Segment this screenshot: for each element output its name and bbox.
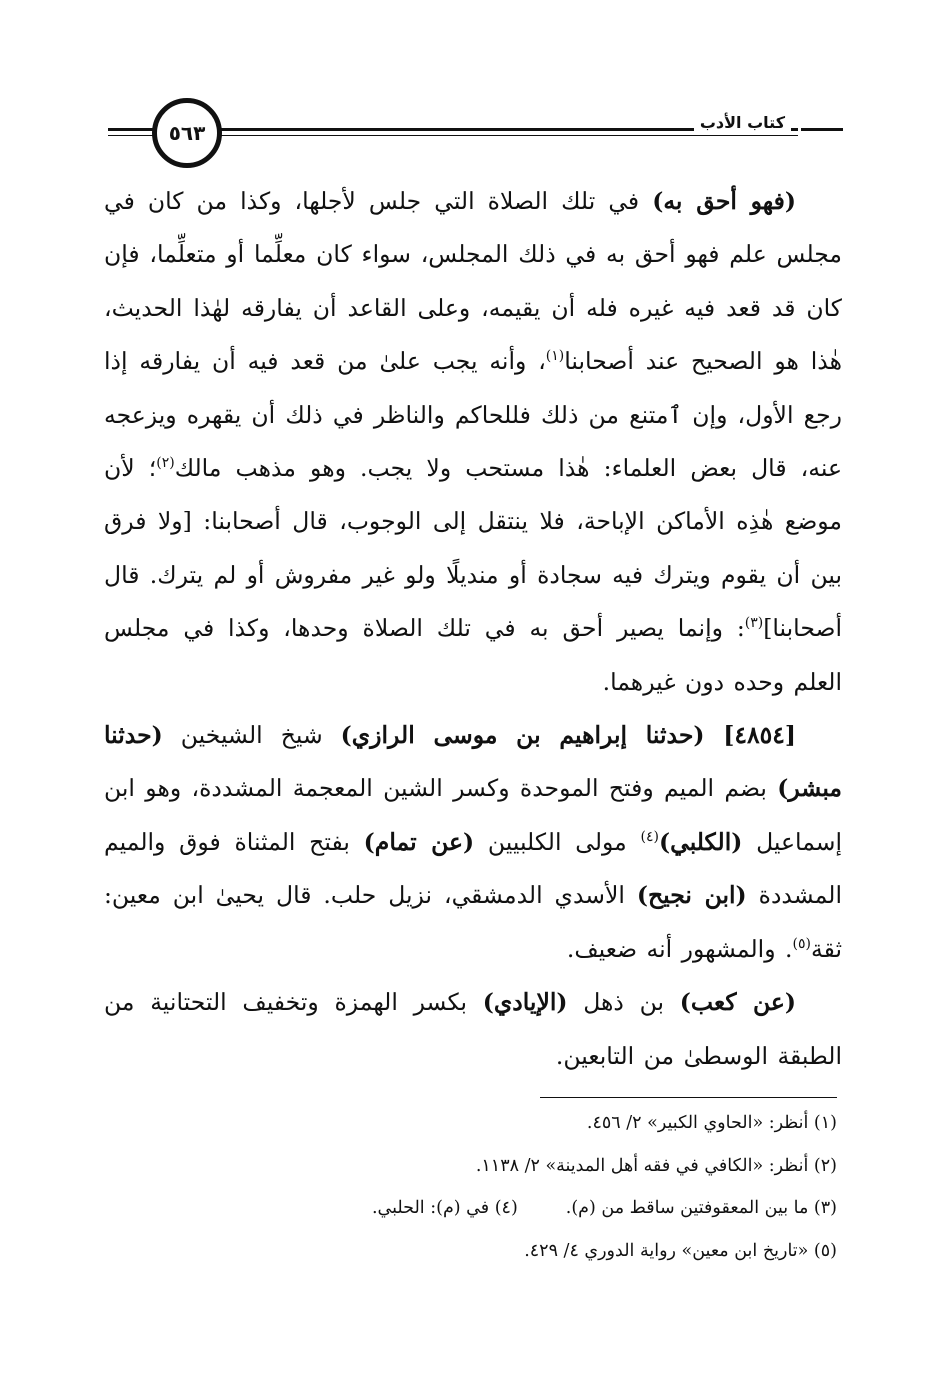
footnote-separator — [540, 1097, 837, 1098]
paragraph-2 — [104, 709, 842, 976]
text-run: شيخ الشيخين — [162, 721, 341, 750]
text-run: . والمشهور أنه ضعيف. — [566, 934, 793, 963]
paragraph-3 — [104, 976, 842, 1083]
main-text — [104, 175, 842, 1083]
bold-phrase: (عن تمام) — [363, 827, 475, 856]
paragraph-1 — [104, 175, 842, 709]
footnote-1: (١) أنظر: «الحاوي الكبير» ٢/ ٤٥٦. — [586, 1113, 837, 1133]
footnote-ref-3[interactable]: (٣) — [744, 615, 764, 632]
text-run: الأسدي الدمشقي، نزيل حلب. قال يحيىٰ ابن معين: ثقة — [104, 881, 842, 963]
page-header — [108, 95, 843, 175]
footnote-row-3-4 — [104, 1187, 837, 1230]
bold-phrase: (فهو أحق به) — [652, 187, 796, 215]
bold-phrase: (عن كعب) — [679, 988, 796, 1017]
text-run: بضم الميم وفتح الموحدة وكسر الشين المعجمة المشددة، وهو ابن إسماعيل — [104, 774, 843, 856]
header-dash — [801, 128, 843, 131]
footnote-ref-2[interactable]: (٢) — [156, 455, 175, 472]
footnote-ref-4[interactable]: (٤) — [640, 829, 659, 846]
footnote-3: (٣) ما بين المعقوفتين ساقط من (م). — [565, 1198, 837, 1218]
footnote-4: (٤) في (م): الحلبي. — [371, 1198, 518, 1218]
text-run: ؛ لأن موضع هٰذِه الأماكن الإباحة، فلا ينتقل إلى الوجوب، قال أصحابنا: [ولا فرق بين أن يقوم ويترك فيه سجادة أو منديلًا ولو غير مفروش أو لم يترك. قال أصحابنا] — [104, 454, 842, 643]
text-run: بن ذهل — [567, 988, 680, 1017]
text-run: في تلك الصلاة التي جلس لأجلها، وكذا من كان في مجلس علم فهو أحق به في ذلك المجلس، سواء كان معلِّما أو متعلِّما، فإن كان قد قعد فيه غيره فله أن يقيمه، وعلى القاعد أن يفارقه لهٰذا الحديث، هٰذا هو الصحيح عند أصحابنا — [104, 187, 842, 376]
footnote-ref-1[interactable]: (١) — [545, 348, 565, 365]
footnotes — [104, 1102, 837, 1272]
text-run: : وإنما يصير أحق به في تلك الصلاة وحدها، وكذا في مجلس العلم وحده دون غيرهما. — [104, 614, 842, 696]
footnote-ref-5[interactable]: (٥) — [792, 935, 811, 952]
bold-phrase: [٤٨٥٤] (حدثنا إبراهيم بن موسى الرازي) — [340, 721, 796, 750]
footnote-2: (٢) أنظر: «الكافي في فقه أهل المدينة» ٢/ ١١٣٨. — [475, 1155, 837, 1176]
bold-phrase: (الإيادي) — [482, 988, 568, 1017]
text-run: مولى الكلبيين — [474, 827, 641, 856]
bold-phrase: (الكلبي) — [658, 827, 743, 856]
running-title: كتاب الأدب — [694, 113, 791, 132]
text-run: ، وأنه يجب علىٰ من قعد فيه أن يفارقه إذا رجع الأول، وإن ٱمتنع من ذلك فللحاكم والناظر في ذلك أن يقهره ويزعجه عنه، قال بعض العلماء: هٰذا مستحب ولا يجب. وهو مذهب مالك — [104, 347, 842, 483]
bold-phrase: (حدثنا مبشر) — [104, 721, 842, 803]
text-run: بكسر الهمزة وتخفيف التحتانية من الطبقة الوسطىٰ من التابعين. — [104, 988, 842, 1070]
page-number: ٥٦٣ — [152, 98, 222, 168]
text-run: بفتح المثناة فوق والميم المشددة — [104, 827, 842, 910]
footnote-5: (٥) «تاريخ ابن معين» رواية الدوري ٤/ ٤٢٩. — [524, 1240, 837, 1261]
bold-phrase: (ابن نجيح) — [636, 881, 747, 910]
